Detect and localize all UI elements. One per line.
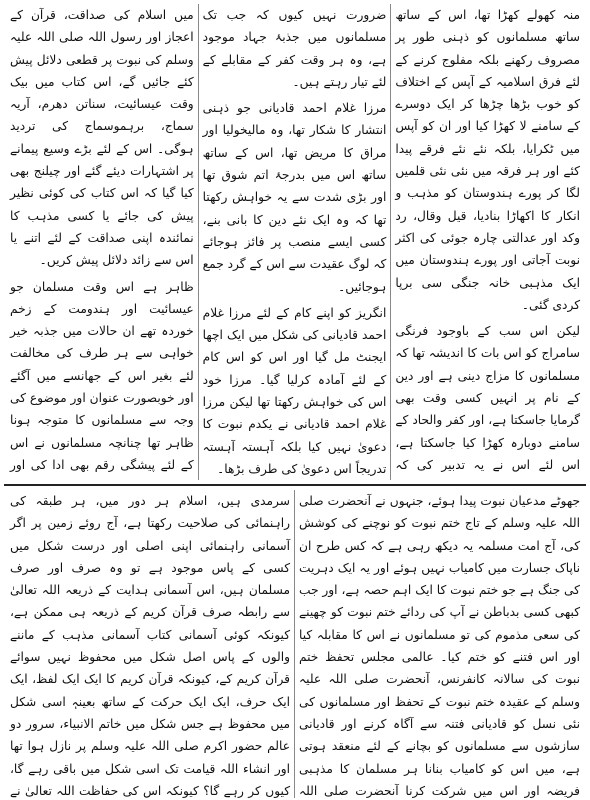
- column-paragraph: منہ کھولے کھڑا تھا، اس کے ساتھ ساتھ مسلمانوں کو ذہنی طور پر مصروف رکھنے بلکہ مفلوج کرنے کے لئے فرق اسلامیہ کے آپس کے اختلاف کو خوب بڑھا چڑھا کر ایک دوسرے کے سامنے لا کھڑا کیا اور ان کو آپس میں ٹکرایا، بلکہ نئے نئے فرقے پیدا کئے اور ہر فرقہ میں نئی نئی قلمیں لگا کر پورے ہندوستان کو مذہب و انکار کا اکھاڑا بنادیا، قیل وقال، رد وکد اور عدالتی چارہ جوئی کی اکثر نوبت آجاتی اور پورے ہندوستان میں ایک مذہبی خانہ جنگی سی برپا کردی گئی۔: [395, 8, 580, 312]
- bottom-column-right: [295, 490, 584, 798]
- top-article-columns: [6, 4, 584, 480]
- bottom-section: [6, 490, 584, 798]
- article-column-right: [391, 4, 584, 480]
- bottom-column-left: [6, 490, 295, 798]
- column-paragraph: سرمدی ہیں، اسلام ہر دور میں، ہر طبقہ کی راہنمائی کی صلاحیت رکھتا ہے، آج روئے زمین پر اگر آسمانی راہنمائی اپنی اصلی اور درست شکل میں کسی کے پاس موجود ہے تو وہ صرف اور صرف مسلمان ہیں، اس آسمانی ہدایت کے ذریعہ اللہ تعالیٰ سے رابطہ صرف قرآن کریم کے ذریعہ ہی ممکن ہے، کیونکہ کوئی آسمانی کتاب آسمانی مذہب کے ماننے والوں کے پاس اصل شکل میں محفوظ نہیں سوائے قرآن کریم کے، کیونکہ قرآن کریم کا ایک ایک لفظ، ایک ایک حرف، ایک ایک حرکت کے ساتھ بعینہٖ اسی شکل میں محفوظ ہے جس شکل میں خاتم الانبیاء، سرور دو عالم حضور اکرم صلی اللہ علیہ وسلم پر نازل ہوا تھا اور انشاء اللہ قیامت تک اسی شکل میں باقی رہے گا، کیوں کر رہے گا؟ کیونکہ اس کی حفاظت اللہ تعالیٰ نے: [10, 494, 290, 798]
- article-column-middle: [199, 4, 392, 480]
- column-paragraph: مرزا غلام احمد قادیانی جو ذہنی انتشار کا شکار تھا، وہ مالیخولیا اور مراق کا مریض تھا، اس کے ساتھ ساتھ اس میں بدرجۂ اتم شوق تھا اور بڑی شدت سے یہ خواہش رکھتا تھا کہ وہ ایک نئے دین کا بانی بنے، کسی ایسے منصب پر فائز ہوجائے کہ لوگ عقیدت سے اس کے گرد جمع ہوجائیں۔: [202, 101, 387, 294]
- section-divider: [4, 484, 586, 486]
- column-paragraph: ظاہر ہے اس وقت مسلمان جو عیسائیت اور ہندومت کے زخم خوردہ تھے ان حالات میں جذبہ خیر خواہی سے ہر طرف کی مخالفت لئے بغیر اس کے جھانسے میں آگئے اور خوبصورت عنوان اور موضوع کی وجہ سے مسلمانوں کا متوجہ ہونا ظاہر تھا چنانچہ مسلمانوں نے اس کے لئے پیشگی رقم بھی ادا کی اور: [10, 279, 194, 472]
- column-paragraph: انگریز کو اپنے کام کے لئے مرزا غلام احمد قادیانی کی شکل میں ایک اچھا ایجنٹ مل گیا اور اس کو اس کام کے لئے آمادہ کرلیا گیا۔ مرزا خود اس کی خواہش رکھتا تھا لیکن مرزا غلام احمد قادیانی نے یکدم نبوت کا دعویٰ نہیں کیا بلکہ آہستہ آہستہ تدریجاً اس دعویٰ کی طرف بڑھا۔: [202, 305, 387, 476]
- article-column-left: [6, 4, 199, 480]
- column-paragraph: میں اسلام کی صداقت، قرآن کے اعجاز اور رسول اللہ صلی اللہ علیہ وسلم کی نبوت پر قطعی دلائل پیش کئے جائیں گے، اس کتاب میں بیک وقت عیسائیت، سناتن دھرم، آریہ سماج، برہموسماج کی تردید ہوگی۔ اس کے لئے بڑے وسیع پیمانے پر اشتہارات دیئے گئے اور چیلنج بھی کیا گیا کہ اس کتاب کی کوئی نظیر پیش کی جائے یا کسی مذہب کا نمائندہ اپنی صداقت کے لئے اتنے یا اس سے زائد دلائل پیش کریں۔: [10, 8, 194, 268]
- column-paragraph: ضرورت نہیں کیوں کہ جب تک مسلمانوں میں جذبۂ جہاد موجود ہے، وہ ہر وقت کفر کے مقابلے کے لئے تیار رہتے ہیں۔: [202, 8, 387, 89]
- column-paragraph: جھوٹے مدعیان نبوت پیدا ہوئے، جنہوں نے آنحضرت صلی اللہ علیہ وسلم کے تاج ختم نبوت کو نوچنے کی کوشش کی، آج امت مسلمہ یہ دیکھ رہی ہے کہ کس طرح ان ناپاک جسارت میں کامیاب نہیں ہوئے اور یہ ایک دہریت کی جنگ ہے جو ختم نبوت کا ایک اہم حصہ ہے، اور جب کبھی کسی بدباطن نے آپ کی ردائے ختم نبوت کو چھینے کی سعی مذموم کی تو مسلمانوں نے اس کا مقابلہ کیا اور اس فتنے کو ختم کیا۔ عالمی مجلس تحفظ ختم نبوت کی سالانہ کانفرنس، آنحضرت صلی اللہ علیہ وسلم کے عقیدہ ختم نبوت کے تحفظ اور مسلمانوں کی نئی نسل کو قادیانی فتنہ سے آگاہ کرنے اور قادیانی سازشوں سے مسلمانوں کو بچانے کے لئے منعقد ہوتی ہے، میں اس کو کامیاب بنانا ہر مسلمان کا مذہبی فریضہ اور اس میں شرکت کرنا آنحضرت صلی اللہ: [299, 494, 580, 798]
- column-paragraph: لیکن اس سب کے باوجود فرنگی سامراج کو اس بات کا اندیشہ تھا کہ مسلمانوں کا مزاج دینی ہے اور دین کے نام پر انہیں کسی وقت بھی گرمایا جاسکتا ہے، اور کفر والحاد کے سامنے دوبارہ کھڑا کیا جاسکتا ہے، اس لئے اس نے یہ تدبیر کی کہ: [395, 324, 580, 472]
